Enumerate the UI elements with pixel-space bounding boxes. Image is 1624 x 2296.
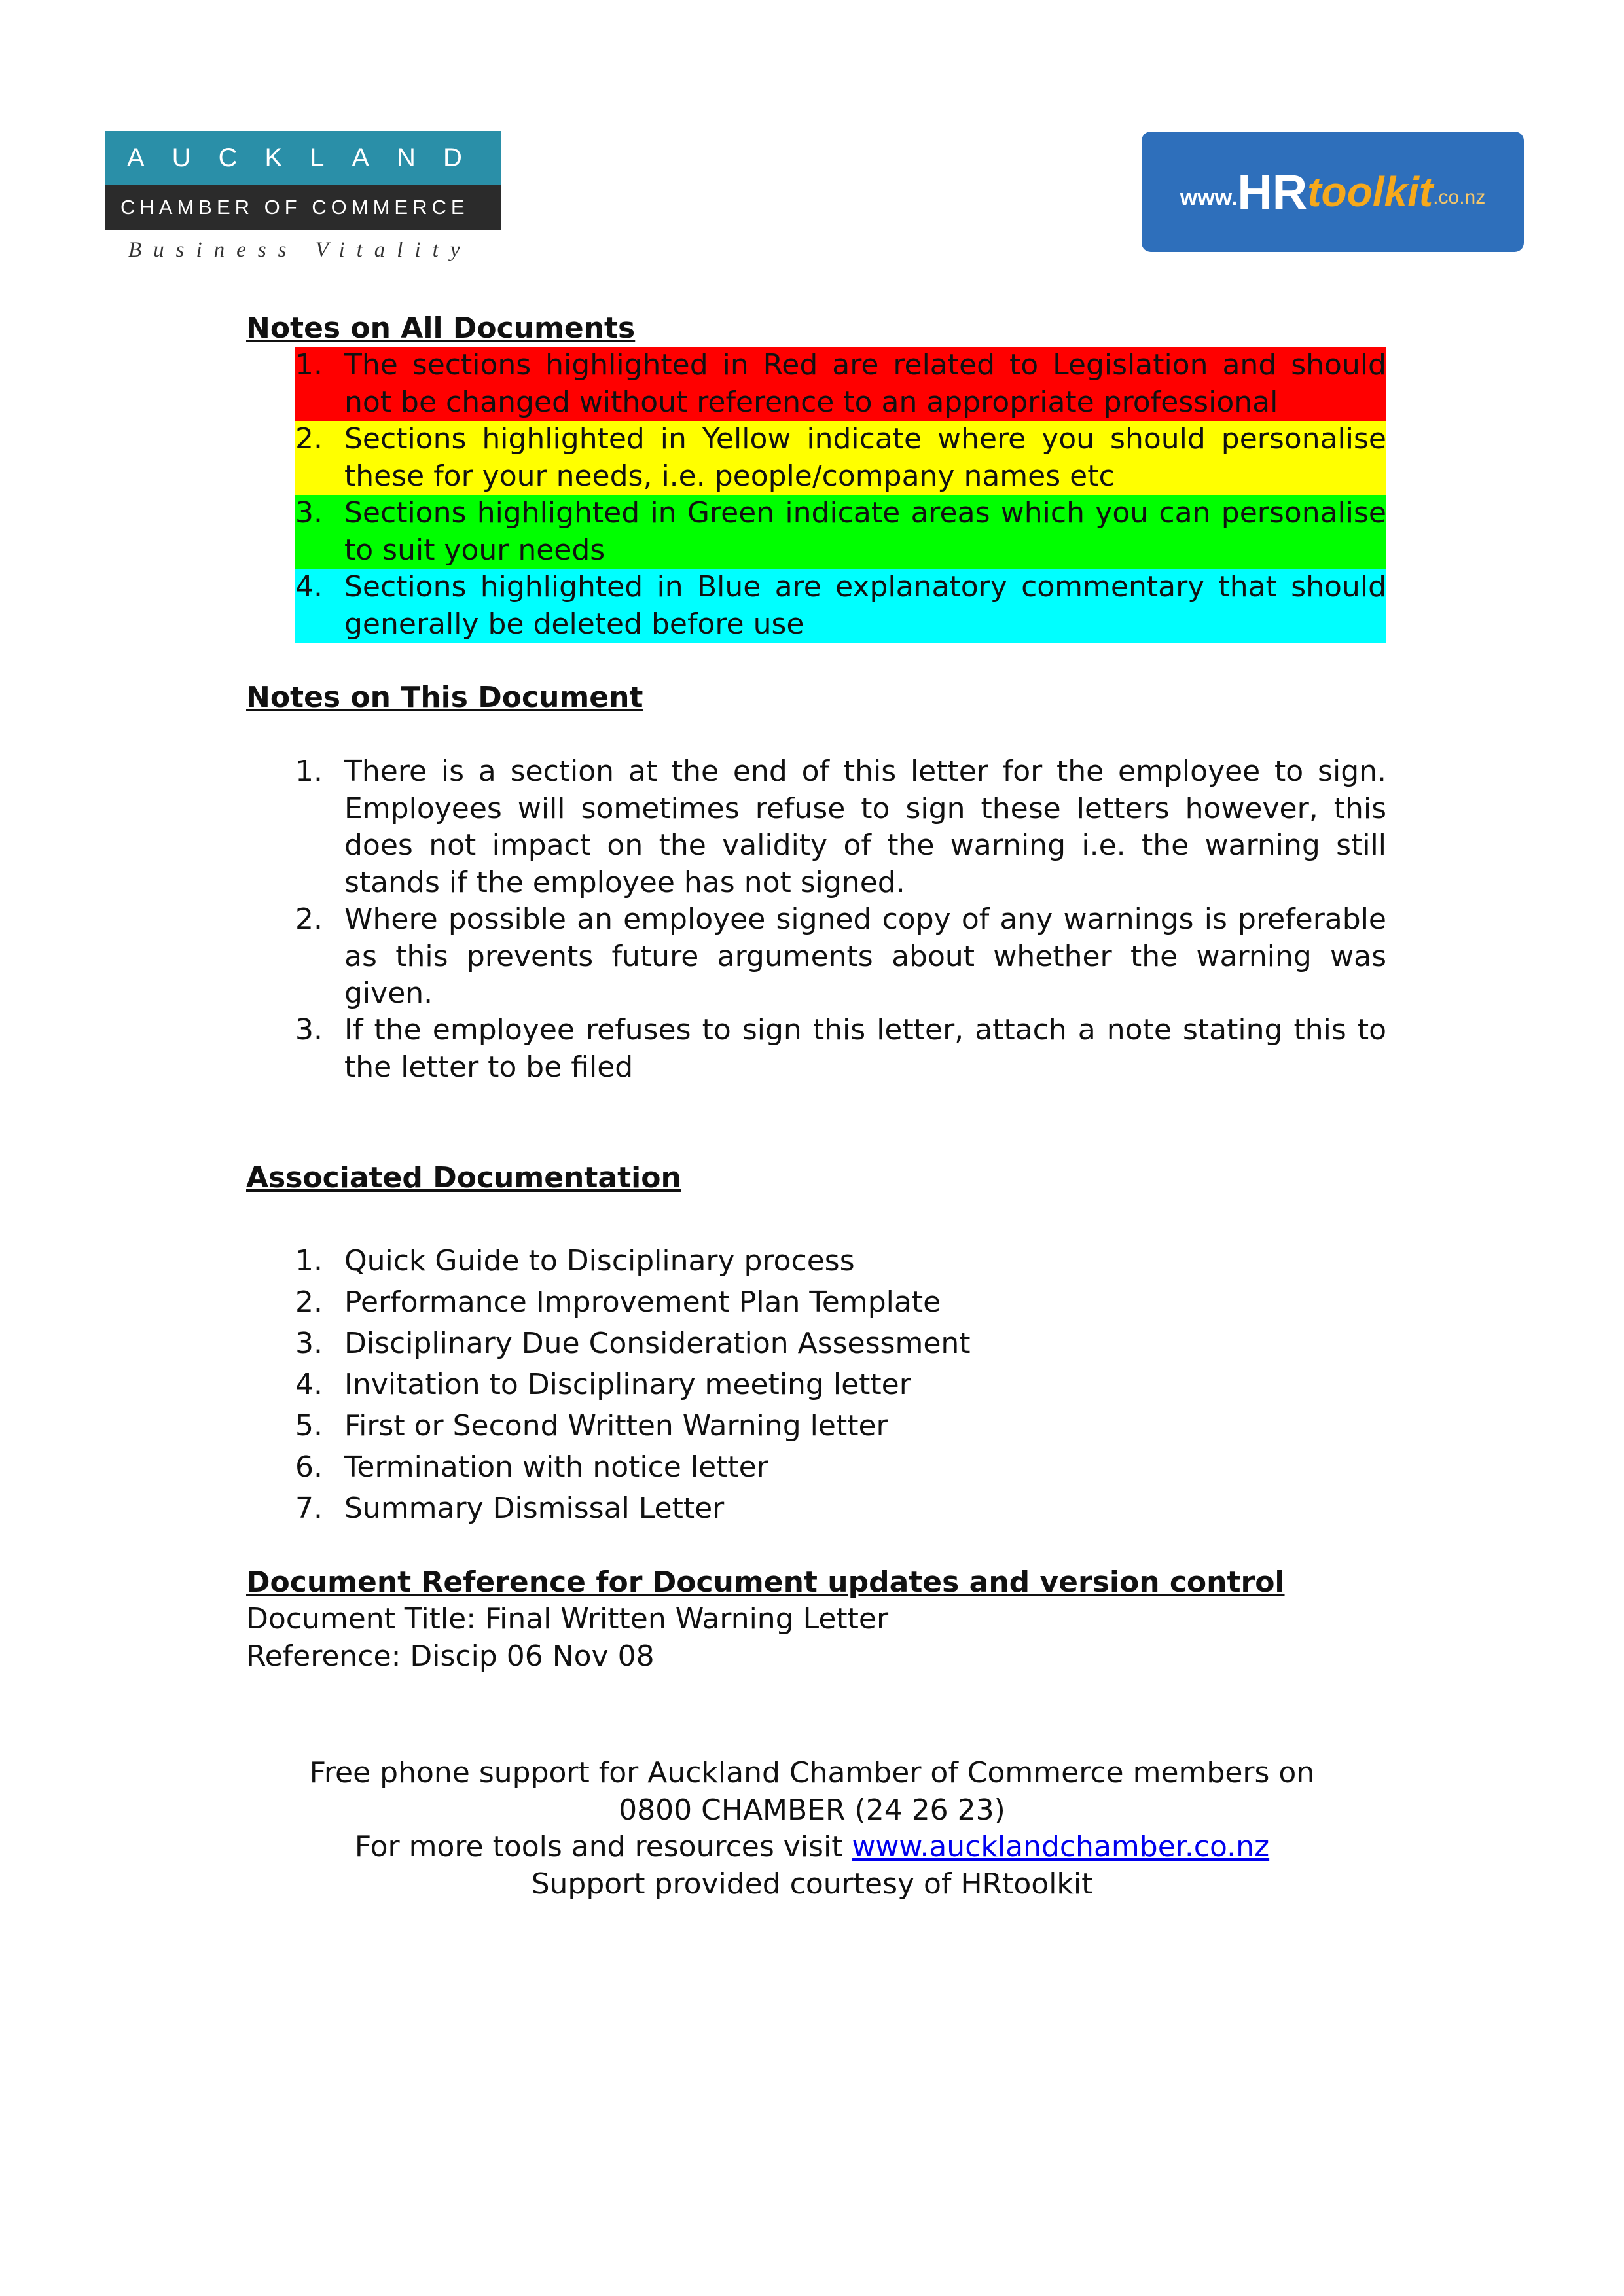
list-number: 1. <box>295 755 323 788</box>
hrtoolkit-logo <box>1142 132 1524 252</box>
hr-logo-hr: HR <box>1237 164 1308 219</box>
list-number: 1. <box>295 1244 323 1278</box>
list-text: Sections highlighted in Yellow indicate where you should personalise these for your needs, i.e. people/company names etc <box>344 422 1386 493</box>
footer-link-prefix: For more tools and resources visit <box>354 1830 852 1863</box>
list-number: 7. <box>295 1492 323 1525</box>
logo-tagline: Business Vitality <box>128 238 472 262</box>
list-number: 2. <box>295 1285 323 1319</box>
list-text: The sections highlighted in Red are related to Legislation and should not be changed without reference to an appropriate professional <box>344 348 1386 419</box>
list-text: Sections highlighted in Blue are explanatory commentary that should generally be deleted before use <box>344 570 1386 641</box>
list-text: First or Second Written Warning letter <box>344 1409 888 1443</box>
notes-all-heading: Notes on All Documents <box>246 312 636 345</box>
logo-chamber-text: CHAMBER OF COMMERCE <box>105 185 501 230</box>
list-text: There is a section at the end of this letter for the employee to sign. Employees will sometimes refuse to sign these letters however, this does not impact on the validity of the warning i.e. the warning still stands if the employee has not signed. <box>344 755 1386 899</box>
reference-heading: Document Reference for Document updates and version control <box>246 1566 1285 1599</box>
footer-line-4: Support provided courtesy of HRtoolkit <box>531 1867 1093 1901</box>
list-number: 3. <box>295 496 323 529</box>
list-number: 3. <box>295 1013 323 1047</box>
list-number: 1. <box>295 348 323 382</box>
associated-heading: Associated Documentation <box>246 1161 681 1194</box>
footer-line-1: Free phone support for Auckland Chamber of Commerce members on <box>309 1756 1315 1789</box>
hr-logo-toolkit: toolkit <box>1307 168 1434 215</box>
logo-auckland-text: AUCKLAND <box>105 131 501 185</box>
footer-line-3 <box>0 1829 1624 1865</box>
footer-line-2: 0800 CHAMBER (24 26 23) <box>619 1793 1005 1827</box>
hr-logo-conz: .co.nz <box>1433 187 1486 208</box>
list-number: 4. <box>295 570 323 603</box>
list-number: 5. <box>295 1409 323 1443</box>
list-text: Quick Guide to Disciplinary process <box>344 1244 855 1278</box>
reference-title: Document Title: Final Written Warning Letter <box>246 1602 889 1636</box>
list-text: Sections highlighted in Green indicate areas which you can personalise to suit your needs <box>344 496 1386 567</box>
list-text: If the employee refuses to sign this letter, attach a note stating this to the letter to be filed <box>344 1013 1386 1084</box>
list-text: Disciplinary Due Consideration Assessment <box>344 1327 971 1360</box>
reference-code: Reference: Discip 06 Nov 08 <box>246 1640 655 1673</box>
list-text: Invitation to Disciplinary meeting letter <box>344 1368 911 1401</box>
list-text: Termination with notice letter <box>344 1450 768 1484</box>
list-number: 6. <box>295 1450 323 1484</box>
list-number: 2. <box>295 903 323 936</box>
list-number: 4. <box>295 1368 323 1401</box>
list-number: 2. <box>295 422 323 456</box>
auckland-chamber-logo <box>105 131 501 270</box>
list-text: Summary Dismissal Letter <box>344 1492 725 1525</box>
list-text: Where possible an employee signed copy of any warnings is preferable as this prevents future arguments about whether the warning was given. <box>344 903 1386 1010</box>
chamber-website-link[interactable]: www.aucklandchamber.co.nz <box>852 1830 1270 1863</box>
hr-logo-www: www. <box>1180 185 1238 210</box>
notes-this-heading: Notes on This Document <box>246 681 643 714</box>
list-text: Performance Improvement Plan Template <box>344 1285 941 1319</box>
list-number: 3. <box>295 1327 323 1360</box>
